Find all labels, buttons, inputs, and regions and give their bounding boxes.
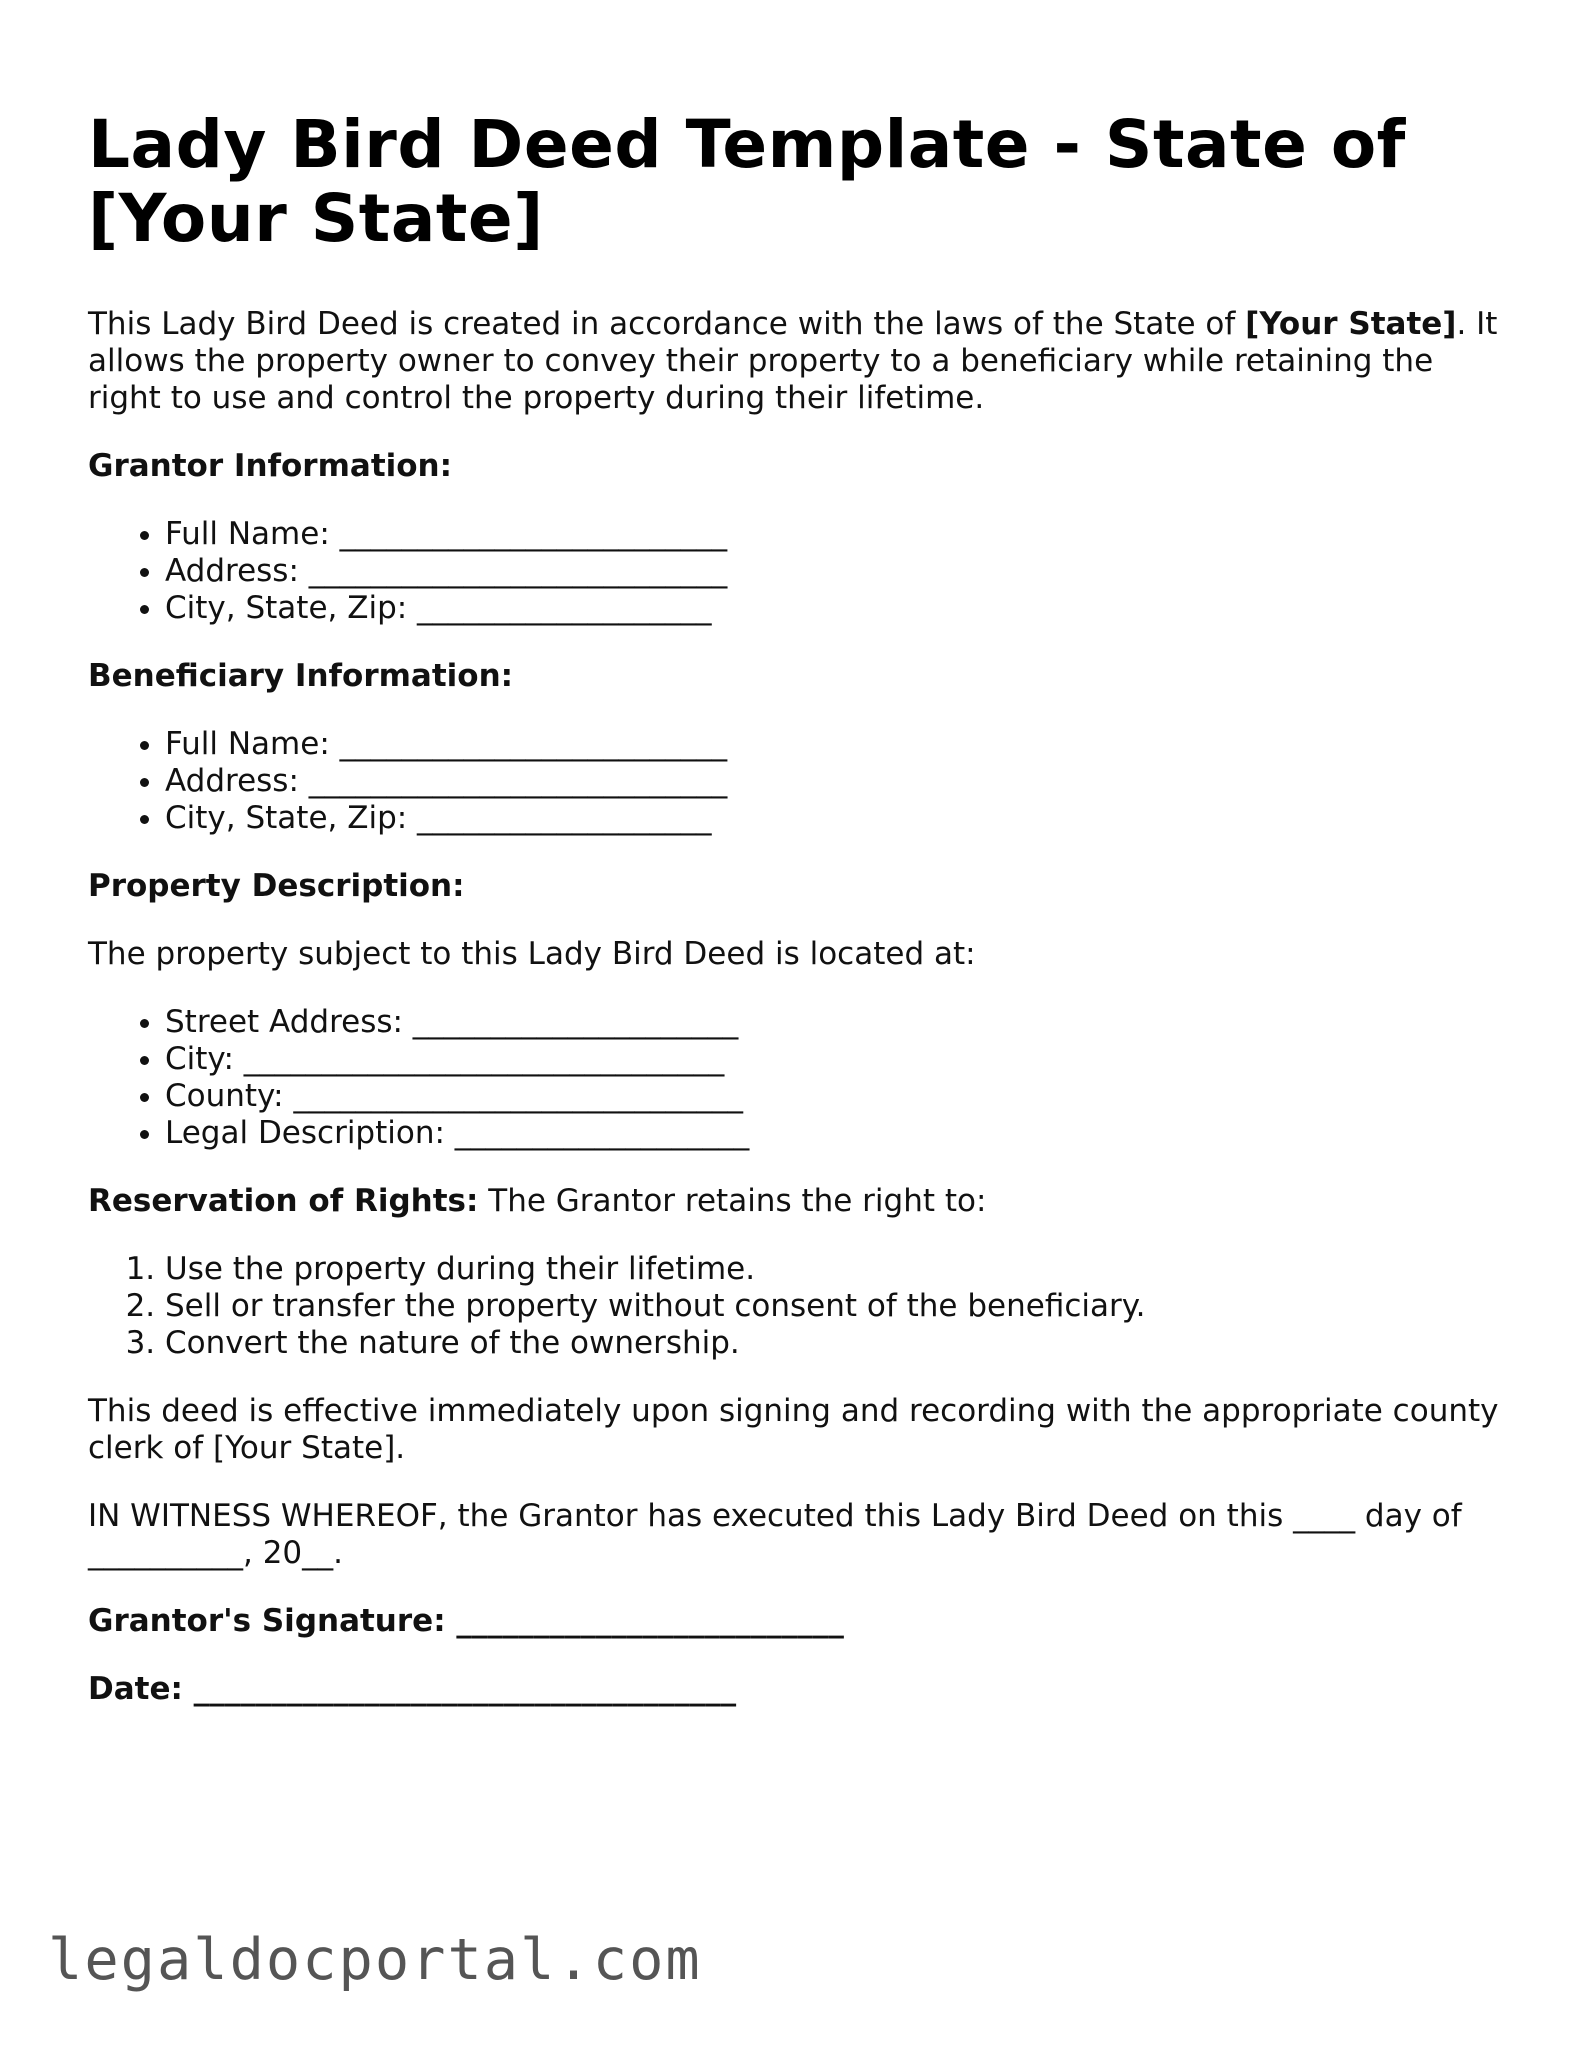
document-page <box>88 108 1508 1739</box>
property-street-address: • Street Address: _____________________ <box>165 1004 1508 1041</box>
grantor-full-name: • Full Name: _________________________ <box>165 516 1508 553</box>
beneficiary-full-name: • Full Name: _________________________ <box>165 726 1508 763</box>
beneficiary-list <box>88 726 1508 837</box>
property-intro: The property subject to this Lady Bird Deed is located at: <box>88 936 976 972</box>
reservation-heading: Reservation of Rights: <box>88 1183 479 1219</box>
intro-state: [Your State] <box>1245 306 1457 342</box>
reservation-paragraph <box>88 1183 1508 1220</box>
grantor-heading: Grantor Information: <box>88 448 453 484</box>
property-city: • City: _______________________________ <box>165 1041 1508 1078</box>
watermark-logo: legaldocportal.com <box>48 1927 702 1993</box>
reservation-text: The Grantor retains the right to: <box>478 1183 987 1219</box>
beneficiary-heading: Beneficiary Information: <box>88 658 514 694</box>
grantor-list <box>88 516 1508 627</box>
property-heading: Property Description: <box>88 868 465 904</box>
intro-text-after: . It allows the property owner to convey their property to a beneficiary while retaining the right to use and control the property during their lifetime. <box>88 306 1498 416</box>
beneficiary-address: • Address: ___________________________ <box>165 763 1508 800</box>
property-list <box>88 1004 1508 1152</box>
grantor-address: • Address: ___________________________ <box>165 553 1508 590</box>
grantor-city-state-zip: • City, State, Zip: ___________________ <box>165 590 1508 627</box>
document-title: Lady Bird Deed Template - State of [Your State] <box>88 106 1406 257</box>
property-legal-description: • Legal Description: ___________________ <box>165 1115 1508 1152</box>
reservation-item: 3. Convert the nature of the ownership. <box>165 1325 1508 1362</box>
witness-paragraph: IN WITNESS WHEREOF, the Grantor has executed this Lady Bird Deed on this ____ day of __________, 20__. <box>88 1498 1462 1571</box>
reservation-list <box>88 1251 1508 1362</box>
effective-paragraph: This deed is effective immediately upon signing and recording with the appropriate county clerk of [Your State]. <box>88 1393 1499 1466</box>
property-county: • County: _____________________________ <box>165 1078 1508 1115</box>
intro-paragraph <box>88 306 1508 417</box>
intro-text-before: This Lady Bird Deed is created in accordance with the laws of the State of <box>88 306 1246 342</box>
beneficiary-city-state-zip: • City, State, Zip: ___________________ <box>165 800 1508 837</box>
date-line: Date: ___________________________________ <box>88 1671 737 1707</box>
grantor-signature-line: Grantor's Signature: _________________________ <box>88 1603 844 1639</box>
reservation-item: 2. Sell or transfer the property without consent of the beneficiary. <box>165 1288 1508 1325</box>
reservation-item: 1. Use the property during their lifetime. <box>165 1251 1508 1288</box>
